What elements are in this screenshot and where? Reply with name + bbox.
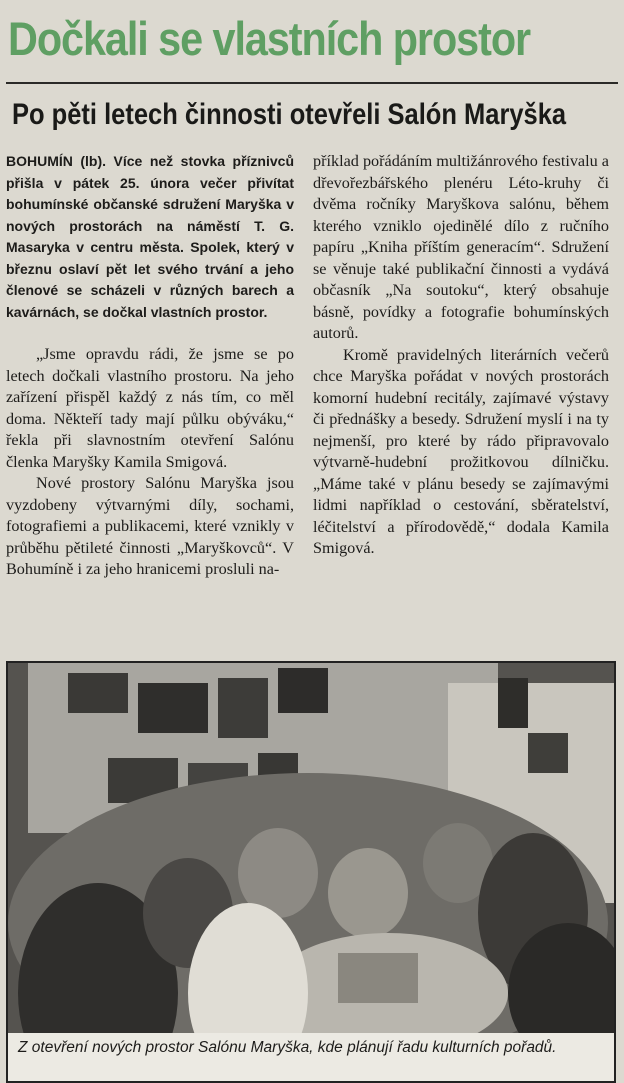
headline-rule [6, 82, 618, 84]
lead-paragraph: BOHUMÍN (lb). Více než stovka příznivců přišla v pátek 25. února večer přivítat bohumínské občanské sdružení Maryška v nových prostorách na náměstí T. G. Masaryka v centru města. Spolek, který v březnu oslaví pět let svého trvání a jeho členové se scházeli v různých barech a kavárnách, se dočkal vlastních prostor. [6, 153, 294, 320]
body-paragraph: Nové prostory Salónu Maryška jsou vyzdobeny výtvarnými díly, sochami, fotografiemi a publikacemi, které vznikly v průběhu pětileté činnosti „Maryškovců“. V Bohumíně i za jeho hranicemi prosluli na- [6, 474, 294, 578]
subheadline: Po pěti letech činnosti otevřeli Salón Maryška [12, 98, 567, 131]
photo-image [8, 663, 614, 1081]
body-paragraph: „Jsme opravdu rádi, že jsme se po letech dočkali vlastního prostoru. Na jeho zařízení přispěl každý z nás tím, co měl doma. Někteří tady mají půlku obýváku,“ řekla při slavnostním otevření Salónu členka Maryšky Kamila Smigová. [6, 345, 294, 471]
article-photo [6, 661, 616, 1083]
photo-caption: Z otevření nových prostor Salónu Maryška, kde plánují řadu kulturních pořadů. [8, 1033, 614, 1081]
headline: Dočkali se vlastních prostor [8, 12, 531, 65]
right-column [313, 151, 609, 560]
left-column [6, 151, 294, 581]
body-paragraph: Kromě pravidelných literárních večerů chce Maryška pořádat v nových prostorách komorní hudební recitály, zajímavé výstavy či přednášky a besedy. Sdružení myslí i na ty nejmenší, pro které by rádo připravovalo výtvarně-hudební prožitkovou dílničku. „Máme také v plánu besedy se zajímavými lidmi například o cestování, sběratelství, léčitelství a přírodovědě,“ dodala Kamila Smigová. [313, 345, 609, 557]
body-paragraph: příklad pořádáním multižánrového festivalu a dřevořezbářského plenéru Léto-kruhy či dvěma ročníky Maryškova salónu, během kterého vzniklo ojedinělé dílo z ručního papíru „Kniha příštím generacím“. Sdružení se věnuje také publikační činnosti a vydává občasník „Na soutoku“, který obsahuje básně, povídky a fotografie bohumínských autorů. [313, 152, 609, 342]
